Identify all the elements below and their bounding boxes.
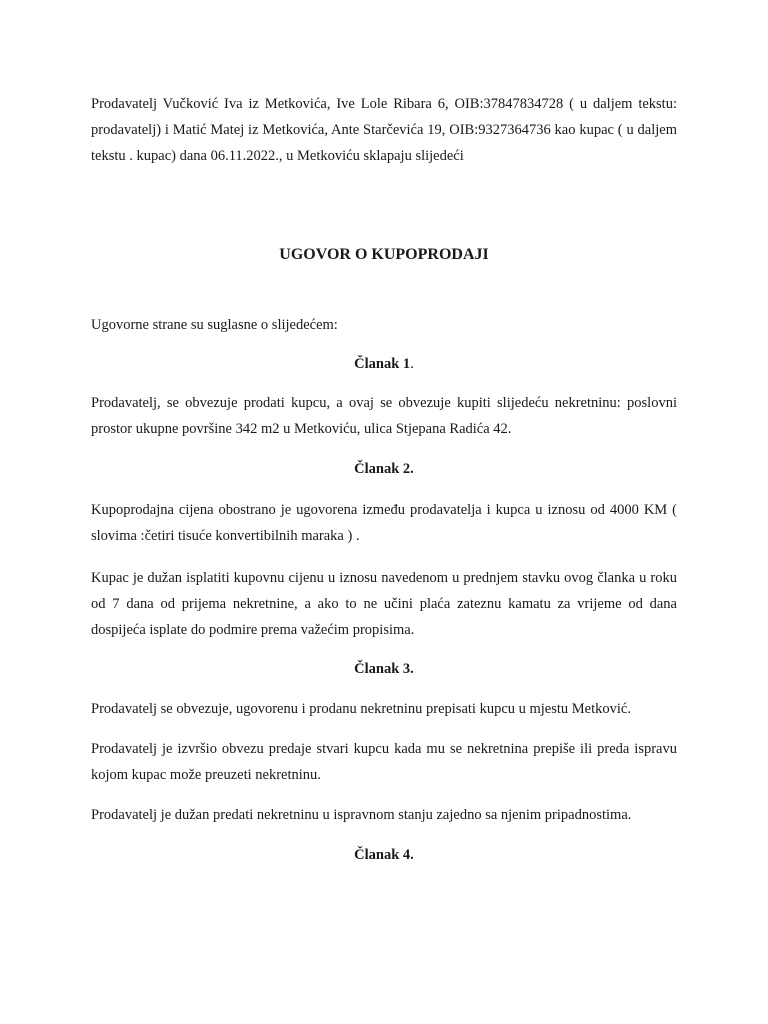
contract-title: UGOVOR O KUPOPRODAJI: [279, 246, 489, 263]
agreement-line: Ugovorne strane su suglasne o slijedećem:: [91, 317, 338, 333]
article-4-heading: Članak 4.: [354, 847, 414, 863]
article-3-paragraph-2: Prodavatelj je izvršio obvezu predaje stvari kupcu kada mu se nekretnina prepiše ili preda ispravu kojom kupac može preuzeti nekretninu.: [91, 741, 677, 783]
article-2-heading: Članak 2.: [354, 461, 414, 477]
article-1-heading: [0, 351, 768, 377]
article-2-paragraph-2: Kupac je dužan isplatiti kupovnu cijenu u iznosu navedenom u prednjem stavku ovog članka u roku od 7 dana od prijema nekretnine, a ako to ne učini plaća zateznu kamatu za vrijeme od dana dospijeća isplate do podmire prema važećim propisima.: [91, 570, 677, 638]
article-3-heading: Članak 3.: [354, 661, 414, 677]
article-1-heading-text: Članak 1: [354, 356, 411, 372]
article-1-heading-suffix: .: [410, 356, 414, 372]
article-3-paragraph-1: Prodavatelj se obvezuje, ugovorenu i prodanu nekretninu prepisati kupcu u mjestu Metković.: [91, 701, 631, 717]
intro-paragraph: Prodavatelj Vučković Iva iz Metkovića, Ive Lole Ribara 6, OIB:37847834728 ( u daljem tekstu: prodavatelj) i Matić Matej iz Metkovića, Ante Starčevića 19, OIB:9327364736 kao kupac ( u daljem tekstu . kupac) dana 06.11.2022., u Metkoviću sklapaju slijedeći: [91, 96, 677, 164]
article-2-paragraph-1: Kupoprodajna cijena obostrano je ugovorena između prodavatelja i kupca u iznosu od 4000 KM ( slovima :četiri tisuće konvertibilnih maraka ) .: [91, 502, 677, 544]
article-1-paragraph-1: Prodavatelj, se obvezuje prodati kupcu, a ovaj se obvezuje kupiti slijedeću nekretninu: poslovni prostor ukupne površine 342 m2 u Metkoviću, ulica Stjepana Radića 42.: [91, 395, 677, 437]
article-3-paragraph-3: Prodavatelj je dužan predati nekretninu u ispravnom stanju zajedno sa njenim pripadnostima.: [91, 807, 632, 823]
